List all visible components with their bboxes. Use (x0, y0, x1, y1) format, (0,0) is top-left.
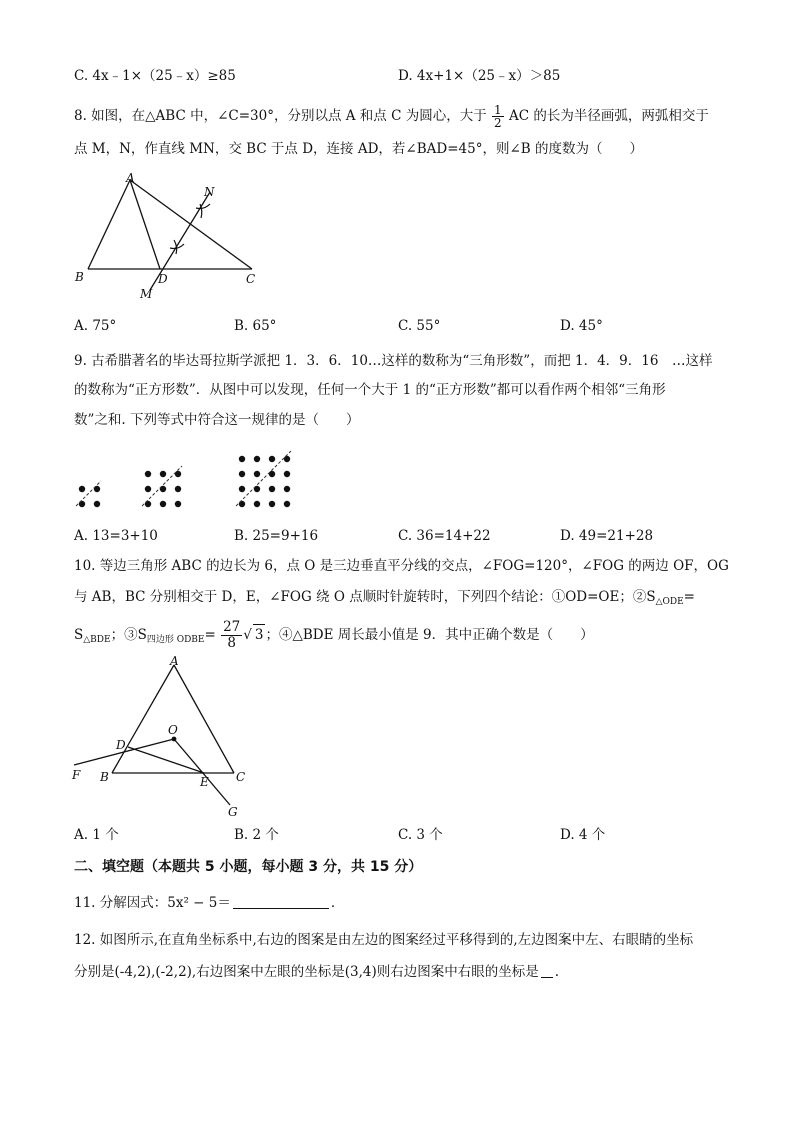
q9-dot (94, 501, 100, 507)
q9-option-c[interactable]: C. 36=14+22 (398, 528, 491, 544)
q9-dot (239, 456, 245, 462)
q10-sqrt-value: 3 (253, 624, 266, 645)
q9-dot-figure (70, 440, 330, 520)
q9-dot (239, 471, 245, 477)
q7-option-d[interactable]: D. 4x+1×（25﹣x）＞85 (398, 68, 561, 84)
q9-question-line3: 数”之和. 下列等式中符合这一规律的是（ ） (74, 412, 360, 428)
q10-line2-end: = (683, 589, 695, 605)
q9-dot (284, 456, 290, 462)
q9-dot (269, 471, 275, 477)
q8-half-den: 2 (494, 116, 502, 130)
q9-dot (160, 501, 166, 507)
q9-dot (239, 486, 245, 492)
q8-half-fraction (492, 104, 504, 129)
q10-line2-text: 与 AB，BC 分别相交于 D，E，∠FOG 绕 O 点顺时针旋转时，下列四个结论：①OD=OE；②S (74, 589, 656, 605)
q10-triangle-figure (70, 655, 260, 820)
q12-answer-blank[interactable] (541, 963, 553, 978)
q10-option-d[interactable]: D. 4 个 (560, 827, 606, 843)
q9-dot (284, 471, 290, 477)
section-title-fill-in: 二、填空题（本题共 5 小题，每小题 3 分，共 15 分） (74, 859, 423, 875)
q9-dot (269, 501, 275, 507)
q9-dot (175, 486, 181, 492)
q10-label-f: F (72, 768, 81, 782)
q8-question-line2: 点 M，N，作直线 MN，交 BC 于点 D，连接 AD，若∠BAD=45°，则∠B 的度数为（ ） (74, 141, 643, 157)
q9-dot (160, 471, 166, 477)
q7-option-c[interactable]: C. 4x﹣1×（25﹣x）≥85 (74, 68, 236, 84)
q8-label-a: A (126, 171, 135, 185)
q10-sub-ode: △ODE (655, 597, 684, 607)
q10-option-b[interactable]: B. 2 个 (234, 827, 279, 843)
q8-option-a[interactable]: A. 75° (74, 318, 117, 334)
q9-dot (284, 486, 290, 492)
q9-dot (269, 486, 275, 492)
q9-dot (254, 456, 260, 462)
q9-question-line2: 的数称为“正方形数”．从图中可以发现，任何一个大于 1 的“正方形数”都可以看作两个相邻“三角形 (74, 382, 666, 398)
q10-question-line2 (74, 587, 695, 612)
q9-option-a[interactable]: A. 13=3+10 (74, 528, 158, 544)
q9-dot (145, 486, 151, 492)
q9-dot (284, 501, 290, 507)
q10-label-o: O (168, 723, 178, 737)
q10-question-line1: 10. 等边三角形 ABC 的边长为 6，点 O 是三边垂直平分线的交点，∠FOG=120°，∠FOG 的两边 OF，OG (74, 558, 729, 574)
q9-dot (269, 456, 275, 462)
q8-label-b: B (75, 270, 84, 284)
q9-dot (79, 486, 85, 492)
q9-option-d[interactable]: D. 49=21+28 (560, 528, 654, 544)
q10-frac-den: 8 (227, 635, 236, 651)
q11-end: ． (330, 895, 345, 911)
q10-line3-eq: = (204, 627, 216, 643)
q10-label-d: D (116, 738, 126, 752)
q9-dot (254, 501, 260, 507)
q10-label-g: G (228, 805, 238, 819)
q10-question-line3 (74, 620, 594, 651)
q8-text-b: AC 的长为半径画弧，两弧相交于 (508, 108, 709, 124)
q9-question-line1: 9. 古希腊著名的毕达哥拉斯学派把 1．3．6．10…这样的数称为“三角形数”，而把 1．4．9．16 …这样 (74, 353, 713, 369)
q11-answer-blank[interactable] (233, 894, 329, 909)
q8-label-n: N (204, 185, 215, 199)
q10-line3-s: S (74, 627, 84, 643)
q10-fraction (221, 620, 242, 651)
q10-sqrt-symbol: √ (243, 627, 252, 643)
q10-sub-quad: 四边形 ODBE (146, 635, 205, 645)
q10-label-e: E (200, 775, 209, 789)
q8-option-b[interactable]: B. 65° (234, 318, 277, 334)
q8-label-d: D (158, 272, 168, 286)
q11-text: 11. 分解因式：5x² − 5＝ (74, 895, 231, 911)
q8-label-c: C (246, 272, 256, 286)
q12-line2-end: . (554, 964, 560, 980)
q10-option-c[interactable]: C. 3 个 (398, 827, 443, 843)
q9-dot (254, 471, 260, 477)
q10-label-b: B (100, 770, 109, 784)
q12-question-line2 (74, 962, 559, 982)
q10-option-a[interactable]: A. 1 个 (74, 827, 119, 843)
q8-text-a: 8. 如图，在△ABC 中，∠C=30°，分别以点 A 和点 C 为圆心，大于 (74, 108, 487, 124)
q11-question (74, 893, 344, 913)
q10-line3-d: ；④△BDE 周长最小值是 9．其中正确个数是（ ） (265, 627, 594, 643)
q9-dot (145, 471, 151, 477)
q9-dot (175, 471, 181, 477)
q8-option-d[interactable]: D. 45° (560, 318, 603, 334)
q8-label-m: M (140, 287, 153, 301)
q10-frac-num: 27 (223, 619, 241, 635)
q12-question-line1: 12. 如图所示,在直角坐标系中,右边的图案是由左边的图案经过平移得到的,左边图案中左、右眼睛的坐标 (74, 932, 694, 948)
q10-line3-b: ；③S (110, 627, 147, 643)
q10-label-a: A (170, 654, 179, 668)
q8-question-line1 (74, 104, 709, 129)
q9-dot (175, 501, 181, 507)
q10-sub-bde: △BDE (83, 635, 111, 645)
q12-line2-text: 分别是(-4,2),(-2,2),右边图案中左眼的坐标是(3,4)则右边图案中右眼的坐标是 (74, 964, 539, 980)
q8-option-c[interactable]: C. 55° (398, 318, 441, 334)
q8-triangle-figure (70, 170, 270, 305)
q10-label-c: C (236, 770, 246, 784)
q8-half-num: 1 (494, 103, 502, 117)
q9-option-b[interactable]: B. 25=9+16 (234, 528, 319, 544)
